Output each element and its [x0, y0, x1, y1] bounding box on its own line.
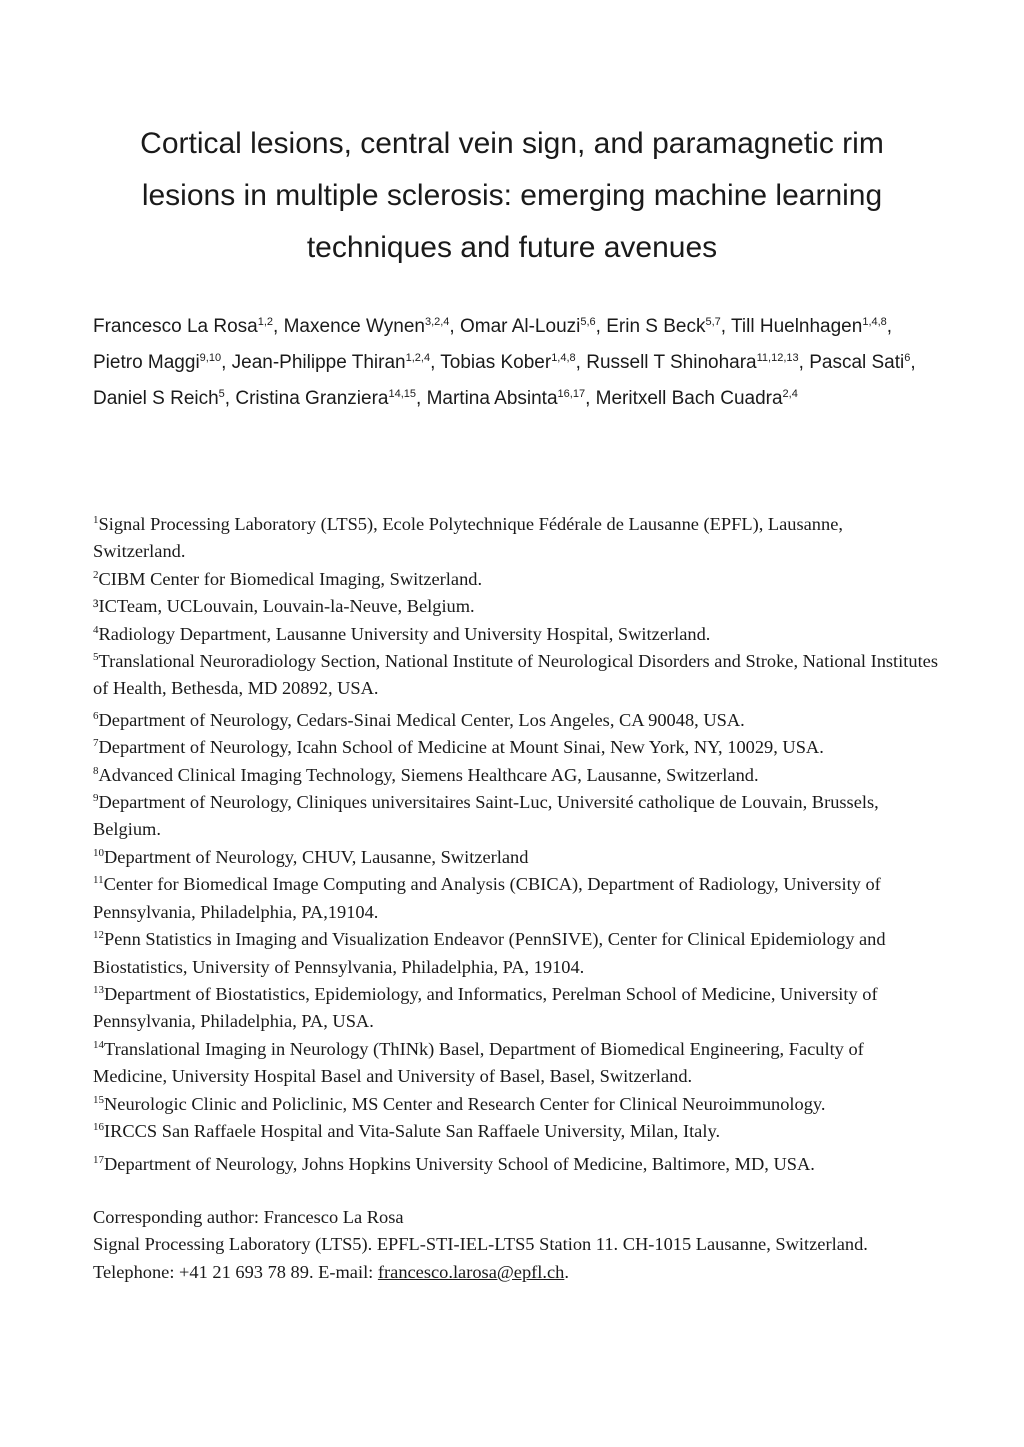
author: [586, 352, 809, 373]
affiliation-list: [93, 511, 938, 1179]
affiliation-text: Signal Processing Laboratory (LTS5), Ecole Polytechnique Fédérale de Lausanne (EPFL), Lausanne, Switzerland.: [93, 514, 843, 562]
affiliation-item: [93, 981, 938, 1036]
author-separator: ,: [430, 352, 441, 373]
affiliation-item: [93, 566, 938, 593]
author-separator: ,: [910, 352, 916, 373]
affiliation-item: [93, 707, 938, 734]
author: [440, 352, 586, 373]
affiliation-item: [93, 593, 938, 620]
affiliation-number: ³: [93, 596, 99, 617]
affiliation-number: 14: [93, 1038, 104, 1051]
title-line-2: lesions in multiple sclerosis: emerging machine learning: [141, 179, 883, 212]
author-name: Pietro Maggi: [93, 352, 200, 373]
author-separator: ,: [416, 388, 427, 409]
author: [460, 316, 606, 337]
author-affiliation-marker: 5,7: [705, 316, 721, 328]
affiliation-item: [93, 621, 938, 648]
affiliation-text: Advanced Clinical Imaging Technology, Siemens Healthcare AG, Lausanne, Switzerland.: [98, 764, 759, 785]
affiliation-text: Department of Neurology, Icahn School of Medicine at Mount Sinai, New York, NY, 10029, USA.: [98, 737, 824, 758]
affiliation-text: Department of Neurology, Johns Hopkins University School of Medicine, Baltimore, MD, USA.: [104, 1154, 815, 1175]
affiliation-number: 8: [93, 764, 99, 777]
author-name: Daniel S Reich: [93, 388, 219, 409]
author-affiliation-marker: 9,10: [199, 352, 222, 364]
affiliation-item: [93, 1091, 938, 1118]
author-affiliation-marker: 6: [904, 352, 911, 364]
affiliation-item: [93, 734, 938, 761]
author-name: Erin S Beck: [606, 316, 706, 337]
author-affiliation-marker: 16,17: [557, 388, 586, 400]
affiliation-item: [93, 648, 938, 703]
author-name: Meritxell Bach Cuadra: [595, 388, 783, 409]
author-affiliation-marker: 1,2: [257, 316, 274, 328]
affiliation-number: 12: [93, 929, 104, 942]
author-list: [93, 309, 938, 417]
affiliation-number: 7: [93, 737, 99, 750]
email-link[interactable]: francesco.larosa@epfl.ch: [377, 1261, 565, 1282]
author: [596, 388, 798, 409]
author-affiliation-marker: 5: [218, 388, 225, 400]
author-name: Jean-Philippe Thiran: [231, 352, 406, 373]
author-separator: ,: [449, 316, 460, 337]
title-line-3: techniques and future avenues: [306, 231, 718, 264]
author-affiliation-marker: 11,12,13: [756, 352, 799, 364]
author-separator: ,: [595, 316, 607, 337]
author: [731, 316, 892, 337]
affiliation-number: 4: [93, 623, 99, 636]
affiliation-number: 1: [93, 514, 99, 526]
affiliation-item: [93, 844, 938, 871]
affiliation-text: Radiology Department, Lausanne University and University Hospital, Switzerland.: [98, 623, 711, 644]
author-name: Till Huelnhagen: [731, 316, 863, 337]
author-separator: ,: [720, 316, 731, 337]
affiliation-text: Department of Biostatistics, Epidemiology, and Informatics, Perelman School of Medicine, University of Pennsylvania, Philadelphia, PA, USA.: [93, 983, 878, 1032]
affiliation-text: Penn Statistics in Imaging and Visualization Endeavor (PennSIVE), Center for Clinical Epidemiology and Biostatistics, University of Pennsylvania, Philadelphia, PA, 19104.: [93, 929, 886, 977]
author-name: Omar Al-Louzi: [459, 316, 581, 337]
affiliation-item: [93, 762, 938, 789]
affiliation-number: 9: [93, 792, 99, 805]
author-name: Cristina Granziera: [235, 388, 389, 409]
affiliation-number: 6: [93, 709, 99, 722]
affiliation-text: ICTeam, UCLouvain, Louvain-la-Neuve, Belgium.: [98, 596, 475, 617]
affiliation-text: CIBM Center for Biomedical Imaging, Switzerland.: [98, 568, 483, 589]
author-affiliation-marker: 5,6: [580, 316, 596, 328]
affiliation-item: [93, 1036, 938, 1091]
affiliation-item: [93, 789, 938, 844]
affiliation-text: Center for Biomedical Image Computing and Analysis (CBICA), Department of Radiology, University of Pennsylvania, Philadelphia, PA,19104.: [93, 874, 881, 922]
author-name: Pascal Sati: [809, 352, 905, 373]
author-name: Maxence Wynen: [283, 316, 425, 337]
author: [606, 316, 731, 337]
author-separator: ,: [585, 388, 596, 409]
author: [232, 352, 441, 373]
title-line-1: Cortical lesions, central vein sign, and paramagnetic rim: [140, 127, 884, 160]
affiliation-item: [93, 926, 938, 981]
author-separator: ,: [575, 352, 587, 373]
author: [427, 388, 596, 409]
affiliation-number: 5: [93, 651, 99, 664]
author-name: Francesco La Rosa: [93, 316, 258, 337]
author: [235, 388, 426, 409]
paper-title: [90, 118, 934, 274]
affiliation-number: 17: [93, 1154, 104, 1167]
author-name: Tobias Kober: [440, 352, 552, 373]
affiliation-text: Neurologic Clinic and Policlinic, MS Center and Research Center for Clinical Neuroimmunology.: [104, 1093, 826, 1114]
affiliation-number: 11: [93, 874, 104, 887]
author: [93, 388, 235, 409]
affiliation-number: 2: [93, 568, 99, 581]
corresponding-author-name: Corresponding author: Francesco La Rosa: [93, 1207, 404, 1227]
affiliation-text: IRCCS San Raffaele Hospital and Vita-Salute San Raffaele University, Milan, Italy.: [104, 1120, 721, 1141]
author-affiliation-marker: 1,4,8: [862, 316, 887, 328]
author-affiliation-marker: 2,4: [782, 388, 798, 400]
affiliation-text: Translational Neuroradiology Section, National Institute of Neurological Disorders and Stroke, National Institutes of Health, Bethesda, MD 20892, USA.: [93, 651, 939, 699]
affiliation-number: 10: [93, 846, 104, 859]
author-separator: ,: [273, 316, 284, 337]
affiliation-number: 15: [93, 1093, 104, 1106]
author: [809, 352, 915, 373]
affiliation-item: [93, 1151, 938, 1178]
author-separator: ,: [798, 352, 810, 373]
affiliation-item: [93, 1118, 938, 1145]
affiliation-text: Department of Neurology, CHUV, Lausanne, Switzerland: [104, 846, 529, 867]
corresponding-author-contact: [93, 1231, 938, 1286]
affiliation-item: [93, 871, 938, 926]
author-affiliation-marker: 1,2,4: [405, 352, 431, 364]
author-name: Martina Absinta: [426, 388, 558, 409]
corresponding-tail: .: [564, 1261, 569, 1282]
corresponding-author-block: [93, 1204, 938, 1286]
author: [93, 352, 232, 373]
author-affiliation-marker: 1,4,8: [551, 352, 576, 364]
affiliation-number: 16: [93, 1120, 104, 1133]
affiliation-number: 13: [93, 983, 104, 996]
author-affiliation-marker: 14,15: [388, 388, 416, 400]
author-separator: ,: [224, 388, 236, 409]
author: [93, 316, 284, 337]
author-separator: ,: [221, 352, 232, 373]
author-separator: ,: [886, 316, 893, 337]
author-affiliation-marker: 3,2,4: [424, 316, 450, 328]
affiliation-item: [93, 511, 938, 566]
corresponding-address: Signal Processing Laboratory (LTS5). EPFL-STI-IEL-LTS5 Station 11. CH-1015 Lausanne, Switzerland. Telephone: +41 21 693 78 89. E-mail:: [93, 1234, 868, 1282]
author: [284, 316, 460, 337]
author-name: Russell T Shinohara: [586, 352, 757, 373]
affiliation-text: Translational Imaging in Neurology (ThINk) Basel, Department of Biomedical Engineering, Faculty of Medicine, University Hospital Basel and University of Basel, Basel, Switzerland.: [93, 1038, 864, 1087]
affiliation-text: Department of Neurology, Cedars-Sinai Medical Center, Los Angeles, CA 90048, USA.: [98, 709, 745, 730]
affiliation-text: Department of Neurology, Cliniques universitaires Saint-Luc, Université catholique de Louvain, Brussels, Belgium.: [93, 792, 879, 840]
